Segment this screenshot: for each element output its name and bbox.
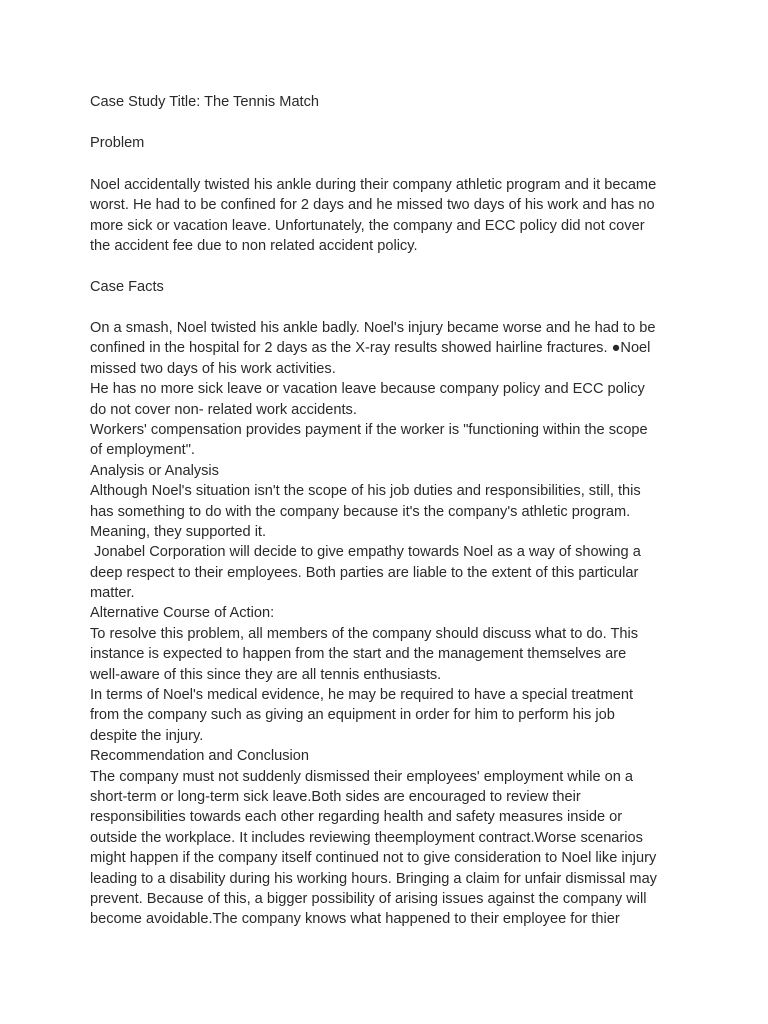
paragraph-line: the accident fee due to non related accident policy. [90,238,418,255]
body-line: missed two days of his work activities. [90,360,336,377]
body-line: instance is expected to happen from the start and the management themselves are [90,646,627,663]
body-line: deep respect to their employees. Both parties are liable to the extent of this particular [90,564,639,581]
document-title: Case Study Title: The Tennis Match [90,94,320,110]
body-line: On a smash, Noel twisted his ankle badly. Noel's injury became worse and he had to be [90,320,656,336]
alternative-heading: Alternative Course of Action: [90,605,275,622]
body-line: despite the injury. [90,727,204,744]
paragraph-line: more sick or vacation leave. Unfortunately, the company and ECC policy did not cover [90,217,645,234]
body-line: from the company such as giving an equipment in order for him to perform his job [90,707,615,724]
body-line: might happen if the company itself continued not to give consideration to Noel like injury [90,850,657,867]
problem-paragraph [90,175,690,257]
body-line: outside the workplace. It includes reviewing theemployment contract.Worse scenarios [90,829,643,846]
case-facts-body [90,318,690,930]
body-line: confined in the hospital for 2 days as the X-ray results showed hairline fractures. ●Noel [90,340,651,357]
body-line: of employment". [90,442,195,459]
body-line: short-term or long-term sick leave.Both sides are encouraged to review their [90,788,581,805]
body-line: Meaning, they supported it. [90,523,267,540]
body-line: The company must not suddenly dismissed their employees' employment while on a [90,768,634,785]
problem-heading: Problem [90,135,145,151]
body-line: become avoidable.The company knows what happened to their employee for thier [90,911,620,928]
body-line: Workers' compensation provides payment if the worker is "functioning within the scope [90,421,648,438]
case-facts-heading: Case Facts [90,279,164,295]
body-line: leading to a disability during his working hours. Bringing a claim for unfair dismissal may [90,870,657,887]
analysis-heading: Analysis or Analysis [90,462,219,479]
body-line: matter. [90,585,135,602]
body-line: To resolve this problem, all members of the company should discuss what to do. This [90,625,639,642]
body-line: Jonabel Corporation will decide to give empathy towards Noel as a way of showing a [90,544,641,561]
paragraph-line: Noel accidentally twisted his ankle during their company athletic program and it became [90,177,657,193]
body-line: well-aware of this since they are all tennis enthusiasts. [90,666,442,683]
body-line: prevent. Because of this, a bigger possibility of arising issues against the company will [90,890,647,907]
paragraph-line: worst. He had to be confined for 2 days and he missed two days of his work and has no [90,197,655,214]
recommendation-heading: Recommendation and Conclusion [90,748,310,765]
body-line: Although Noel's situation isn't the scope of his job duties and responsibilities, still, this [90,483,641,500]
body-line: responsibilities towards each other regarding health and safety measures inside or [90,809,623,826]
body-line: has something to do with the company because it's the company's athletic program. [90,503,631,520]
body-line: do not cover non- related work accidents. [90,401,357,418]
body-line: He has no more sick leave or vacation leave because company policy and ECC policy [90,381,645,398]
body-line: In terms of Noel's medical evidence, he may be required to have a special treatment [90,687,634,704]
